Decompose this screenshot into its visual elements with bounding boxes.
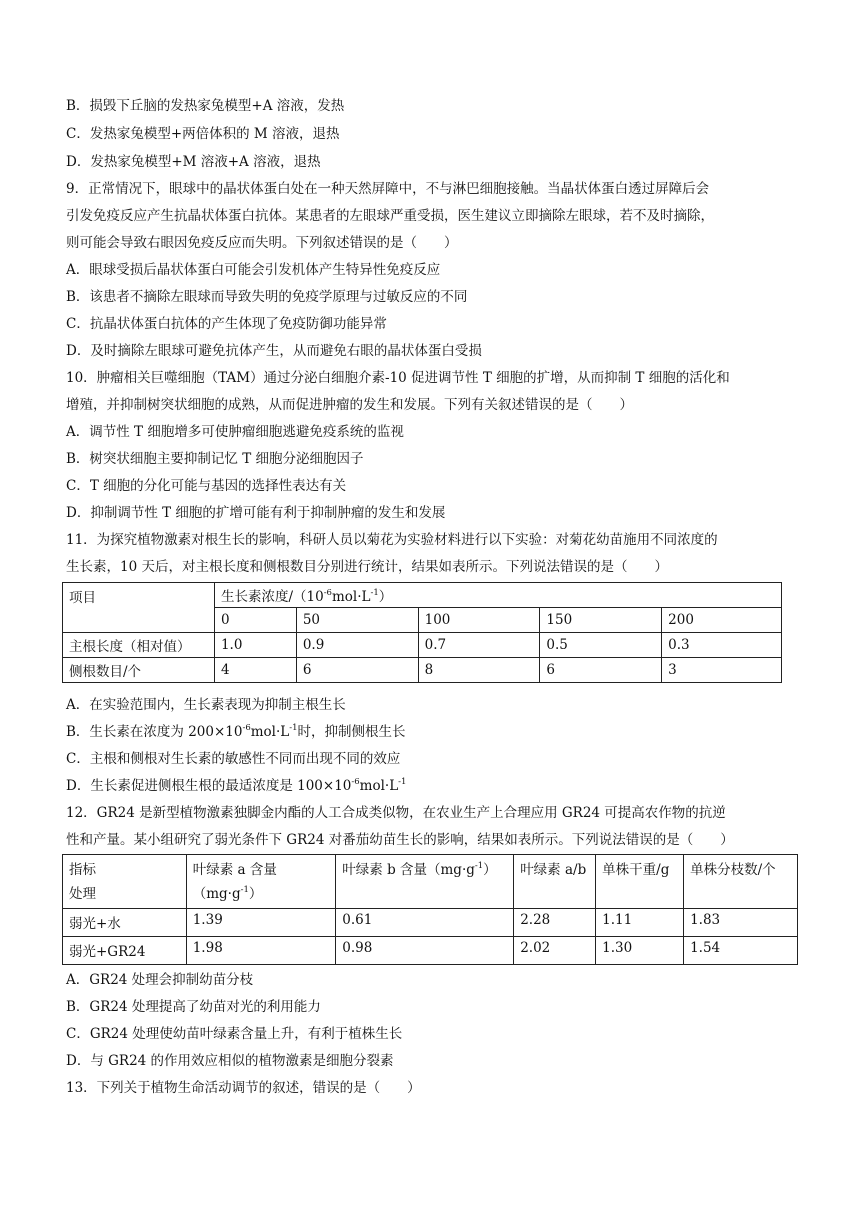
- table-row: [63, 855, 798, 909]
- option-text: 时，抑制侧根生长: [297, 724, 406, 740]
- question-9-line-2: 引发免疫反应产生抗晶状体蛋白抗体。某患者的左眼球严重受损，医生建议立即摘除左眼球，若不及时摘除，: [66, 208, 714, 224]
- option-text: B．生长素在浓度为 200×10: [66, 724, 243, 740]
- exponent: -1: [474, 860, 484, 871]
- table-header-branches: 单株分枝数/个: [684, 855, 798, 909]
- table-header-dry-weight: 单株干重/g: [596, 855, 684, 909]
- exponent: -1: [240, 884, 249, 895]
- header-close: ）: [483, 862, 497, 878]
- table-row: [63, 583, 782, 608]
- table-cell: 0.5: [540, 633, 662, 658]
- unit-text: （mg·g: [192, 886, 241, 902]
- exponent: -6: [351, 776, 360, 787]
- unit-text: mol·L: [359, 778, 399, 794]
- table-cell: 0.98: [336, 937, 514, 965]
- table-cell: 2.02: [514, 937, 596, 965]
- table-row: [63, 937, 798, 965]
- header-text: 叶绿素 b 含量（mg·g: [342, 862, 475, 878]
- exponent: -6: [242, 722, 251, 733]
- table-header-ratio: 叶绿素 a/b: [514, 855, 596, 909]
- question-10-line-1: 10．肿瘤相关巨噬细胞（TAM）通过分泌白细胞介素-10 促进调节性 T 细胞的扩增，从而抑制 T 细胞的活化和: [66, 370, 730, 386]
- table-cell: 0.61: [336, 909, 514, 937]
- option-b-q12: B．GR24 处理提高了幼苗对光的利用能力: [66, 999, 321, 1015]
- table-header-concentration: [214, 583, 781, 608]
- table-cell: 50: [296, 608, 418, 633]
- table-row-label: 侧根数目/个: [63, 658, 215, 683]
- header-exponent: -1: [370, 587, 379, 598]
- table-cell: 6: [296, 658, 418, 683]
- table-cell: 1.83: [684, 909, 798, 937]
- table-cell: 1.11: [596, 909, 684, 937]
- unit-close: ）: [248, 886, 263, 902]
- option-b-q8: B．损毁下丘脑的发热家兔模型+A 溶液，发热: [66, 98, 345, 114]
- table-header-item: 项目: [63, 583, 215, 633]
- unit-text: mol·L: [250, 724, 290, 740]
- header-text: 叶绿素 a 含量: [192, 862, 277, 878]
- option-text: D．生长素促进侧根生根的最适浓度是 100×10: [66, 778, 352, 794]
- question-12-line-2: 性和产量。某小组研究了弱光条件下 GR24 对番茄幼苗生长的影响，结果如表所示。下列说法错误的是（ ）: [66, 832, 734, 848]
- exponent: -1: [398, 776, 407, 787]
- question-13: 13．下列关于植物生命活动调节的叙述，错误的是（ ）: [66, 1080, 421, 1096]
- table-cell: 1.30: [596, 937, 684, 965]
- table-cell: 0: [214, 608, 296, 633]
- header-exponent: -6: [323, 587, 332, 598]
- table-cell: 0.9: [296, 633, 418, 658]
- table-cell: 2.28: [514, 909, 596, 937]
- option-a-q11: A．在实验范围内，生长素表现为抑制主根生长: [66, 697, 346, 713]
- header-unit: mol·L: [331, 589, 371, 605]
- table-cell: 1.39: [186, 909, 336, 937]
- option-d-q8: D．发热家兔模型+M 溶液+A 溶液，退热: [66, 154, 321, 170]
- table-cell: 6: [540, 658, 662, 683]
- question-9-line-1: 9．正常情况下，眼球中的晶状体蛋白处在一种天然屏障中，不与淋巴细胞接触。当晶状体蛋白透过屏障后会: [66, 181, 710, 197]
- table-row: [63, 909, 798, 937]
- option-b-q9: B．该患者不摘除左眼球而导致失明的免疫学原理与过敏反应的不同: [66, 289, 468, 305]
- table-header-chl-a: [186, 855, 336, 909]
- header-label: 生长素浓度/（10: [220, 589, 324, 605]
- table-cell: 8: [418, 658, 540, 683]
- table-cell: 1.0: [214, 633, 296, 658]
- corner-bottom-label: 处理: [69, 886, 96, 902]
- question-9-line-3: 则可能会导致右眼因免疫反应而失明。下列叙述错误的是（ ）: [66, 235, 458, 251]
- option-c-q10: C．T 细胞的分化可能与基因的选择性表达有关: [66, 478, 347, 494]
- table-cell: 200: [662, 608, 782, 633]
- corner-top-label: 指标: [69, 862, 96, 878]
- table-cell: 100: [418, 608, 540, 633]
- table-corner-header: [63, 855, 187, 909]
- table-cell: 3: [662, 658, 782, 683]
- question-10-line-2: 增殖，并抑制树突状细胞的成熟，从而促进肿瘤的发生和发展。下列有关叙述错误的是（ ）: [66, 397, 633, 413]
- header-unit: [193, 882, 330, 906]
- question-11-line-1: 11．为探究植物激素对根生长的影响，科研人员以菊花为实验材料进行以下实验：对菊花幼苗施用不同浓度的: [66, 532, 718, 548]
- table-cell: 0.3: [662, 633, 782, 658]
- table-row-label: 主根长度（相对值）: [63, 633, 215, 658]
- option-c-q12: C．GR24 处理使幼苗叶绿素含量上升，有利于植株生长: [66, 1026, 403, 1042]
- option-d-q11: [66, 776, 796, 796]
- gr24-results-table: [62, 854, 798, 965]
- auxin-results-table: [62, 582, 782, 683]
- option-d-q12: D．与 GR24 的作用效应相似的植物激素是细胞分裂素: [66, 1053, 394, 1069]
- question-12-line-1: 12．GR24 是新型植物激素独脚金内酯的人工合成类似物，在农业生产上合理应用 GR24 可提高农作物的抗逆: [66, 805, 726, 821]
- table-cell: 1.98: [186, 937, 336, 965]
- option-c-q11: C．主根和侧根对生长素的敏感性不同而出现不同的效应: [66, 751, 401, 767]
- table-row: [63, 633, 782, 658]
- table-row: [63, 658, 782, 683]
- table-header-chl-b: [336, 855, 514, 909]
- option-a-q12: A．GR24 处理会抑制幼苗分枝: [66, 972, 254, 988]
- table-cell: 0.7: [418, 633, 540, 658]
- table-row-label: 弱光+水: [63, 909, 187, 937]
- option-a-q9: A．眼球受损后晶状体蛋白可能会引发机体产生特异性免疫反应: [66, 262, 441, 278]
- option-d-q10: D．抑制调节性 T 细胞的扩增可能有利于抑制肿瘤的发生和发展: [66, 505, 446, 521]
- table-cell: 1.54: [684, 937, 798, 965]
- table-row-label: 弱光+GR24: [63, 937, 187, 965]
- exponent: -1: [289, 722, 298, 733]
- option-a-q10: A．调节性 T 细胞增多可使肿瘤细胞逃避免疫系统的监视: [66, 424, 404, 440]
- option-c-q9: C．抗晶状体蛋白抗体的产生体现了免疫防御功能异常: [66, 316, 387, 332]
- option-b-q11: [66, 722, 796, 742]
- option-d-q9: D．及时摘除左眼球可避免抗体产生，从而避免右眼的晶状体蛋白受损: [66, 343, 482, 359]
- option-c-q8: C．发热家兔模型+两倍体积的 M 溶液，退热: [66, 126, 340, 142]
- table-cell: 4: [214, 658, 296, 683]
- header-close: ）: [378, 589, 393, 605]
- question-11-line-2: 生长素，10 天后，对主根长度和侧根数目分别进行统计，结果如表所示。下列说法错误的是（ ）: [66, 559, 668, 575]
- option-b-q10: B．树突状细胞主要抑制记忆 T 细胞分泌细胞因子: [66, 451, 364, 467]
- table-cell: 150: [540, 608, 662, 633]
